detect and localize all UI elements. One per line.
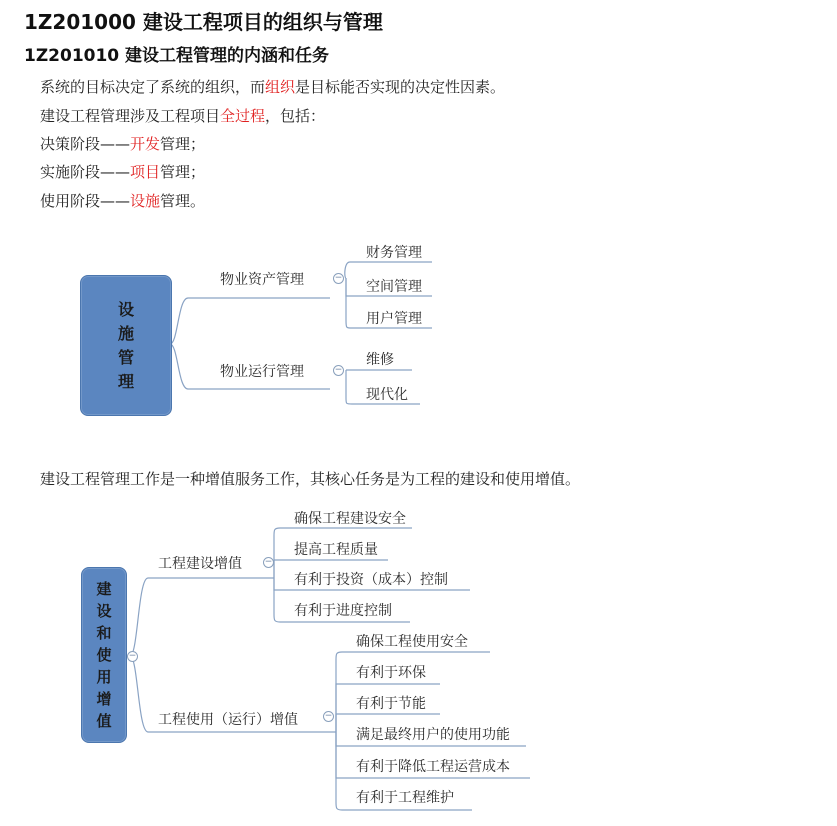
map2-leaf[interactable]: 有利于环保 [356, 665, 426, 681]
map1-root-char: 设 [117, 299, 134, 319]
paragraph-1-text-a: 系统的目标决定了系统的组织，而 [40, 78, 266, 96]
map2-leaf[interactable]: 满足最终用户的使用功能 [356, 727, 510, 743]
paragraph-2-text-c: ，包括： [265, 107, 326, 125]
map2-leaf[interactable]: 有利于进度控制 [294, 603, 392, 619]
map2-link-b1-leaf-2 [274, 560, 388, 562]
map2-root-char: 值 [96, 712, 112, 730]
paragraph-1-text-c: 是目标能否实现的决定性因素。 [295, 78, 506, 96]
map2-link-b2-leaf-3 [336, 714, 440, 716]
map2-root-char: 设 [96, 602, 112, 620]
map2-root-char: 用 [96, 668, 112, 686]
map2-root-char: 增 [96, 690, 112, 708]
map2-branch-2-collapse-icon[interactable]: − [324, 711, 333, 721]
map2-leaf[interactable]: 确保工程使用安全 [356, 634, 468, 650]
map1-root-char: 管 [117, 347, 134, 367]
map1-leaf[interactable]: 空间管理 [366, 279, 422, 295]
paragraph-3-highlight: 开发 [130, 135, 161, 153]
map1-root-char: 理 [117, 371, 134, 391]
map1-root-char: 施 [117, 323, 134, 343]
map2-leaf[interactable]: 有利于投资（成本）控制 [294, 572, 448, 588]
paragraph-1-highlight: 组织 [265, 78, 296, 96]
map1-branch-1-label[interactable]: 物业资产管理 [220, 272, 304, 288]
map1-leaf[interactable]: 用户管理 [366, 311, 422, 327]
map1-branch-2-label[interactable]: 物业运行管理 [220, 364, 304, 380]
section-title: 1Z201010 建设工程管理的内涵和任务 [24, 46, 330, 66]
paragraph-6: 建设工程管理工作是一种增值服务工作，其核心任务是为工程的建设和使用增值。 [40, 470, 581, 488]
map2-root-collapse-icon[interactable]: − [128, 651, 137, 661]
paragraph-4-highlight: 项目 [130, 163, 161, 181]
map1-link-branch-1 [170, 298, 330, 344]
map1-leaf[interactable]: 财务管理 [366, 245, 422, 261]
map2-leaf[interactable]: 有利于节能 [356, 696, 426, 712]
map2-root-char: 建 [96, 580, 112, 598]
map1-root-node[interactable] [80, 275, 172, 416]
map2-leaf[interactable]: 有利于工程维护 [356, 790, 454, 806]
paragraph-3-text-c: 管理； [160, 135, 206, 153]
paragraph-5-highlight: 设施 [130, 192, 161, 210]
paragraph-5-text-a: 使用阶段—— [40, 192, 131, 210]
map2-leaf[interactable]: 提高工程质量 [294, 542, 378, 558]
map1-branch-1-collapse-icon[interactable]: − [334, 273, 343, 283]
map1-leaf[interactable]: 现代化 [366, 387, 408, 403]
paragraph-4-text-c: 管理； [160, 163, 206, 181]
map2-leaf[interactable]: 确保工程建设安全 [294, 511, 406, 527]
paragraph-4-text-a: 实施阶段—— [40, 163, 131, 181]
map1-leaf[interactable]: 维修 [366, 352, 394, 368]
map2-link-branch-1 [130, 578, 274, 656]
paragraph-2-highlight: 全过程 [220, 107, 266, 125]
paragraph-2-text-a: 建设工程管理涉及工程项目 [40, 107, 221, 125]
map2-leaf[interactable]: 有利于降低工程运营成本 [356, 759, 510, 775]
paragraph-5-text-c: 管理。 [160, 192, 206, 210]
map2-root-node[interactable] [81, 567, 127, 743]
map1-branch-2-collapse-icon[interactable]: − [334, 365, 343, 375]
paragraph-3-text-a: 决策阶段—— [40, 135, 131, 153]
map2-branch-2-label[interactable]: 工程使用（运行）增值 [158, 712, 298, 728]
page-title: 1Z201000 建设工程项目的组织与管理 [24, 10, 383, 34]
map2-root-char: 使 [96, 646, 112, 664]
map2-root-char: 和 [96, 624, 112, 642]
map2-branch-1-collapse-icon[interactable]: − [264, 557, 273, 567]
map2-branch-1-label[interactable]: 工程建设增值 [158, 556, 242, 572]
